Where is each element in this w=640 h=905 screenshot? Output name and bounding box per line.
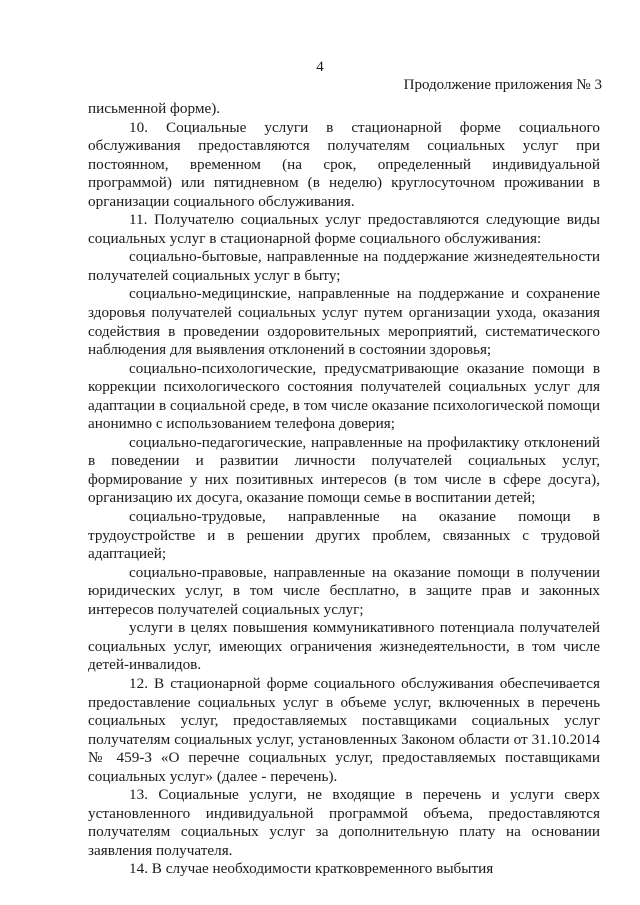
paragraph-13: 13. Социальные услуги, не входящие в перечень и услуги сверх установленного индивидуальной программой объема, предоставляются получателям социальных услуг за дополнительную плату на основании заявления получателя. — [88, 786, 600, 859]
paragraph-11: 11. Получателю социальных услуг предоставляются следующие виды социальных услуг в стационарной форме социального обслуживания: — [88, 211, 600, 247]
list-item-social-legal: социально-правовые, направленные на оказание помощи в получении юридических услуг, в том числе бесплатно, в защите прав и законных интересов получателей социальных услуг; — [88, 563, 600, 618]
list-item-social-pedagogical: социально-педагогические, направленные на профилактику отклонений в поведении и развитии личности получателей социальных услуг, формирование у них позитивных интересов (в том числе в сфере досуга), организацию их досуга, оказание помощи семье в воспитании детей; — [88, 433, 600, 507]
list-item-social-psychological: социально-психологические, предусматривающие оказание помощи в коррекции психологического состояния получателей социальных услуг для адаптации в социальной среде, в том числе оказание психологической помощи анонимно с использованием телефона доверия; — [88, 359, 600, 433]
list-item-social-household: социально-бытовые, направленные на поддержание жизнедеятельности получателей социальных услуг в быту; — [88, 248, 600, 284]
paragraph-14: 14. В случае необходимости кратковременного выбытия — [129, 860, 494, 878]
list-item-communication-services: услуги в целях повышения коммуникативного потенциала получателей социальных услуг, имеющих ограничения жизнедеятельности, в том числе детей-инвалидов. — [88, 619, 600, 674]
list-item-social-labor: социально-трудовые, направленные на оказание помощи в трудоустройстве и в решении других проблем, связанных с трудовой адаптацией; — [88, 508, 600, 563]
appendix-continuation-note: Продолжение приложения № 3 — [403, 77, 602, 93]
list-item-social-medical: социально-медицинские, направленные на поддержание и сохранение здоровья получателей социальных услуг путем организации ухода, оказания содействия в проведении оздоровительных мероприятий, систематического наблюдения для выявления отклонений в состоянии здоровья; — [88, 285, 600, 359]
paragraph-10: 10. Социальные услуги в стационарной форме социального обслуживания предоставляются получателям социальных услуг при постоянном, временном (на срок, определенный индивидуальной программой) или пятидневном (в неделю) круглосуточном проживании в организации социального обслуживания. — [88, 118, 600, 210]
document-body — [88, 100, 600, 879]
paragraph-continuation: письменной форме). — [88, 100, 221, 117]
paragraph-12: 12. В стационарной форме социального обслуживания обеспечивается предоставление социальных услуг в объеме услуг, включенных в перечень социальных услуг, предоставляемых поставщиками социальных услуг получателям социальных услуг, установленных Законом области от 31.10.2014 № 459-З «О перечне социальных услуг, предоставляемых поставщиками социальных услуг» (далее - перечень). — [88, 674, 600, 785]
page-number: 4 — [316, 59, 324, 75]
